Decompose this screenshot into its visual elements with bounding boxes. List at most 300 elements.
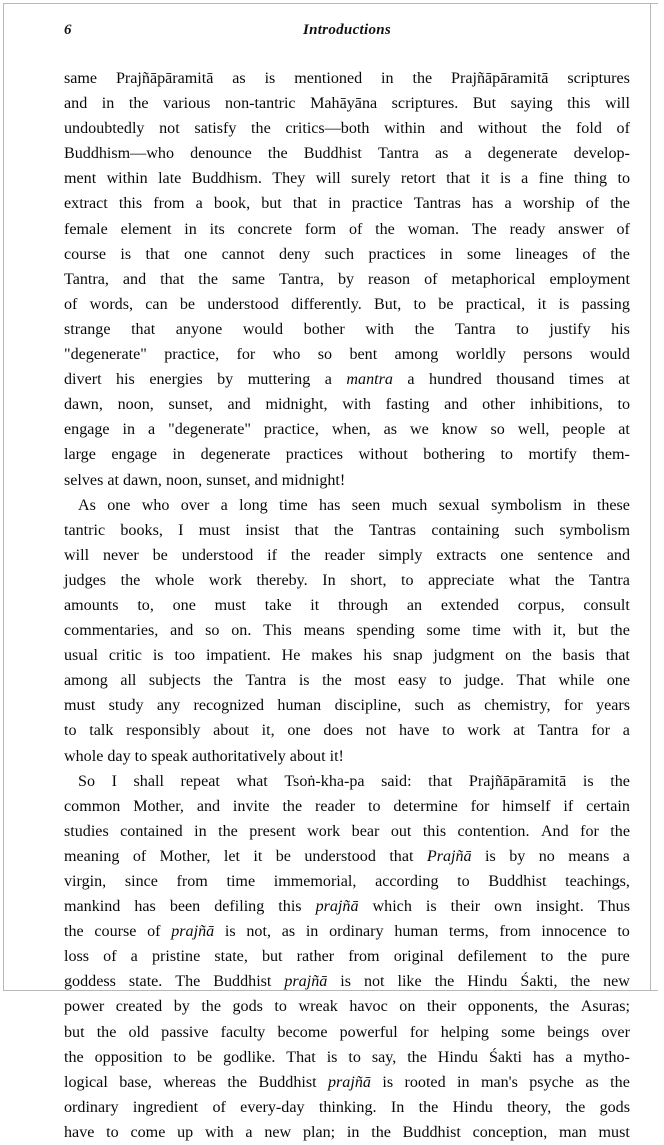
text-word: come: [130, 1123, 166, 1141]
text-word: the: [532, 647, 552, 665]
text-word: bear: [351, 822, 380, 840]
text-word: wreak: [298, 998, 338, 1016]
text-line: [64, 668, 630, 693]
text-word: of: [585, 195, 600, 213]
text-word: reader: [324, 546, 365, 564]
text-word: conception,: [472, 1123, 548, 1141]
text-word: the: [198, 270, 218, 288]
text-word: as: [281, 923, 296, 941]
text-word: base,: [119, 1073, 152, 1091]
text-word: recognized: [193, 697, 265, 715]
text-word: like: [397, 973, 422, 991]
text-word: is: [120, 245, 132, 263]
text-line: [64, 1020, 630, 1045]
text-word: Prajñāpāramitā: [451, 70, 549, 87]
text-line: [64, 643, 630, 668]
text-word: psyche: [529, 1073, 574, 1091]
text-word: dawn,: [123, 471, 162, 489]
text-word: much: [391, 496, 428, 514]
text-word: if: [267, 546, 277, 564]
text-word: the: [414, 320, 435, 338]
text-word: justify: [549, 320, 591, 338]
text-line: [64, 969, 630, 994]
text-word: Buddhism.: [191, 170, 262, 188]
text-word: a: [220, 496, 228, 514]
text-word: The: [175, 973, 201, 991]
text-word: in: [101, 95, 115, 113]
text-word: such: [514, 521, 545, 539]
text-word: judgment: [433, 647, 495, 665]
text-word: non-tantric: [224, 95, 296, 113]
text-word: judges: [64, 571, 107, 589]
text-word: in: [440, 245, 453, 263]
justified-line: [64, 593, 630, 618]
text-word: authoritatively: [191, 747, 286, 765]
text-word: Thus: [597, 898, 630, 916]
text-word: woman.: [407, 220, 459, 238]
text-word: of: [424, 270, 438, 288]
page-edge-right: [650, 3, 651, 991]
text-word: if: [563, 797, 574, 815]
text-word: noon,: [165, 471, 203, 489]
text-word: thereby.: [256, 571, 308, 589]
text-word: pristine: [151, 948, 201, 966]
text-word: In: [390, 1098, 405, 1116]
running-head: [64, 22, 630, 42]
text-word: muttering: [247, 371, 311, 389]
text-word: not,: [246, 923, 271, 941]
text-word: know: [441, 421, 478, 439]
text-word: contained: [120, 822, 183, 840]
justified-line: [64, 317, 630, 342]
text-word: the: [371, 1123, 391, 1141]
text-word: his: [611, 320, 630, 338]
text-word: been: [169, 898, 201, 916]
text-word: ment: [64, 170, 97, 188]
text-word: innocence: [541, 923, 607, 941]
text-word: opponents,: [467, 998, 539, 1016]
text-word: can: [145, 295, 168, 313]
text-word: practices: [368, 245, 426, 263]
text-word: to: [516, 320, 529, 338]
text-word: that: [428, 772, 453, 790]
text-word: such: [414, 697, 445, 715]
text-word: develop-: [573, 145, 630, 163]
text-word: one: [172, 596, 196, 614]
text-word: the: [375, 220, 395, 238]
text-word: chemistry,: [484, 697, 551, 715]
text-word: immemorial,: [273, 873, 357, 890]
text-word: Buddhist: [488, 873, 547, 890]
justified-line: [64, 819, 630, 844]
justified-line: [64, 919, 630, 944]
justified-line: [64, 518, 630, 543]
text-line: [64, 417, 630, 442]
text-line: [64, 568, 630, 593]
text-word: of: [132, 847, 147, 865]
text-word: since: [124, 873, 158, 890]
text-word: own: [494, 898, 522, 916]
text-word: has: [318, 496, 341, 514]
text-word: no: [538, 847, 555, 865]
text-word: Hindu: [437, 1048, 479, 1066]
text-word: their: [450, 898, 481, 916]
text-word: but: [64, 1023, 85, 1041]
text-word: ingredient: [132, 1098, 199, 1116]
text-word: among: [64, 672, 108, 690]
text-line: [64, 91, 630, 116]
justified-line: [64, 1095, 630, 1120]
text-word: book,: [213, 195, 251, 213]
text-word: from: [499, 923, 531, 941]
text-word: divert: [64, 371, 102, 389]
text-word: will: [315, 170, 341, 188]
text-word: words,: [89, 295, 134, 313]
text-word: a: [565, 1048, 573, 1066]
text-word: say,: [371, 1048, 397, 1066]
text-word: Buddhist: [303, 145, 362, 163]
text-word: is: [264, 70, 276, 87]
text-word: from: [176, 873, 208, 890]
justified-line: [64, 116, 630, 141]
text-word: sexual: [438, 496, 480, 514]
text-word: the: [570, 973, 591, 991]
text-word: the: [412, 70, 433, 87]
text-word: surely: [351, 170, 391, 188]
text-word: to: [500, 446, 513, 464]
text-word: has: [471, 195, 494, 213]
justified-line: [64, 442, 630, 467]
text-word: determine: [393, 797, 458, 815]
text-word: Tsoṅ-kha-pa: [284, 772, 365, 790]
text-word: discipline,: [334, 697, 402, 715]
text-word: As: [78, 496, 96, 514]
text-word: and: [64, 95, 88, 113]
text-word: from: [153, 195, 185, 213]
text-word: the: [267, 145, 288, 163]
text-word: over: [601, 1023, 630, 1041]
text-word: to: [439, 672, 452, 690]
text-word: reason: [368, 270, 411, 288]
justified-line: [64, 643, 630, 668]
text-line: [64, 618, 630, 643]
text-word: with: [205, 1123, 234, 1141]
justified-line: [64, 693, 630, 718]
page-content-area: [4, 4, 650, 1141]
text-word: a: [324, 371, 332, 389]
text-word: element: [120, 220, 172, 238]
text-word: as: [383, 421, 398, 439]
text-word: is: [224, 923, 236, 941]
text-word: Tantra: [245, 672, 287, 690]
text-line: [64, 367, 630, 392]
text-line: [64, 919, 630, 944]
text-word: degenerate: [200, 446, 271, 464]
text-word: on: [399, 998, 416, 1016]
text-word: the: [407, 1048, 427, 1066]
text-word: well,: [517, 421, 550, 439]
text-word: [171, 919, 214, 944]
text-word: and: [254, 471, 278, 489]
text-word: and: [170, 622, 194, 640]
text-word: midnight!: [281, 471, 346, 489]
text-word: invite: [232, 797, 270, 815]
text-word: any: [156, 697, 181, 715]
text-line: [64, 718, 630, 743]
text-word: Prajñāpāramitā: [468, 772, 567, 790]
text-word: in: [457, 1073, 470, 1091]
text-line: [64, 844, 630, 869]
text-word: one: [184, 245, 208, 263]
text-word: time: [472, 622, 501, 640]
text-word: Tantras: [413, 195, 461, 213]
text-word: is: [326, 1048, 338, 1066]
text-word: so: [317, 346, 333, 364]
text-word: to: [173, 1048, 187, 1066]
text-word: is: [340, 973, 351, 991]
text-word: extended: [440, 596, 499, 614]
text-line: [64, 819, 630, 844]
text-word: is: [425, 898, 437, 916]
text-word: one: [287, 722, 311, 740]
text-word: is: [152, 647, 164, 665]
text-word: that: [605, 647, 630, 665]
text-line: [64, 543, 630, 568]
text-word: state.: [128, 973, 163, 991]
text-word: critic: [108, 647, 142, 665]
justified-line: [64, 894, 630, 919]
text-word: it: [310, 596, 320, 614]
text-word: the: [610, 822, 630, 840]
text-word: the: [251, 120, 271, 138]
text-line: [64, 468, 630, 493]
text-word: But,: [373, 295, 402, 313]
text-word: by: [217, 371, 234, 389]
text-word: bothering: [423, 446, 485, 464]
text-word: be: [275, 847, 291, 865]
text-word: work: [307, 822, 341, 840]
text-word: a: [464, 145, 472, 163]
text-word: people: [562, 421, 606, 439]
text-line: [64, 794, 630, 819]
text-word: the: [322, 672, 342, 690]
text-word: [316, 894, 359, 919]
text-word: state,: [214, 948, 248, 966]
text-word: sunset,: [206, 471, 251, 489]
text-word: strange: [64, 320, 111, 338]
text-word: mytho-: [583, 1048, 630, 1066]
text-word: day: [107, 747, 131, 765]
text-word: must: [598, 1123, 630, 1141]
text-word: that: [446, 170, 471, 188]
italic-term: prajñā: [328, 1073, 371, 1091]
text-word: speak: [151, 747, 188, 765]
justified-line: [64, 66, 630, 91]
text-word: pure: [601, 948, 630, 966]
text-word: the: [567, 948, 588, 966]
text-word: reader: [314, 797, 356, 815]
text-word: must: [198, 521, 231, 539]
justified-line: [64, 267, 630, 292]
text-word: studies: [64, 822, 109, 840]
text-word: He: [281, 647, 301, 665]
text-line: [64, 342, 630, 367]
text-word: as: [434, 145, 449, 163]
text-word: has: [134, 898, 156, 916]
text-word: makes: [311, 647, 353, 665]
text-word: old: [128, 1023, 150, 1041]
text-word: denounce: [190, 145, 252, 163]
text-word: same: [64, 70, 98, 87]
text-word: at: [618, 371, 630, 389]
text-word: not: [159, 120, 180, 138]
text-word: for: [580, 822, 599, 840]
text-word: years: [596, 697, 630, 715]
text-word: which: [372, 898, 412, 916]
text-word: basis: [562, 647, 595, 665]
text-word: as: [232, 70, 246, 87]
text-word: a: [521, 170, 529, 188]
text-word: to: [368, 797, 381, 815]
text-word: and: [606, 546, 630, 564]
text-word: thousand: [496, 371, 555, 389]
text-line: [64, 1095, 630, 1120]
text-word: course: [64, 245, 107, 263]
text-line: [64, 317, 630, 342]
text-word: so: [490, 421, 505, 439]
text-word: about: [289, 747, 326, 765]
text-word: consult: [583, 596, 630, 614]
text-word: practical,: [465, 295, 526, 313]
text-word: some: [426, 622, 461, 640]
text-word: it: [480, 170, 490, 188]
text-line: [64, 894, 630, 919]
justified-line: [64, 869, 630, 894]
text-word: the: [227, 1073, 248, 1091]
text-word: the: [128, 95, 149, 113]
text-word: corpus,: [517, 596, 565, 614]
text-word: the: [290, 546, 311, 564]
text-word: That: [286, 1048, 316, 1066]
text-word: let: [223, 847, 240, 865]
text-word: form: [304, 220, 337, 238]
text-word: has: [532, 1048, 555, 1066]
text-line: [64, 116, 630, 141]
text-word: repeat: [180, 772, 220, 790]
text-word: of: [348, 220, 363, 238]
text-word: would: [242, 320, 284, 338]
text-word: The: [471, 220, 497, 238]
text-word: to: [617, 396, 630, 414]
italic-term: prajñā: [284, 973, 328, 991]
text-word: within: [384, 120, 426, 138]
text-word: judge.: [464, 672, 504, 690]
text-word: [346, 367, 393, 392]
text-word: amounts: [64, 596, 119, 614]
text-word: to: [617, 170, 630, 188]
page-number: 6: [64, 22, 72, 38]
text-word: and: [196, 797, 221, 815]
text-word: what: [508, 571, 541, 589]
text-word: the: [434, 973, 455, 991]
text-word: I: [111, 772, 117, 790]
text-word: a: [504, 195, 512, 213]
text-word: that: [160, 270, 185, 288]
justified-line: [64, 242, 630, 267]
text-word: without: [477, 120, 527, 138]
text-word: to: [134, 747, 148, 765]
text-word: critics—both: [285, 120, 370, 138]
text-word: and: [439, 120, 464, 138]
text-word: of: [212, 1098, 226, 1116]
text-word: selves: [64, 471, 104, 489]
text-word: whereas: [163, 1073, 216, 1091]
text-word: on: [505, 647, 522, 665]
text-word: symbolism: [491, 496, 562, 514]
text-word: same: [231, 270, 266, 288]
text-line: [64, 1120, 630, 1145]
text-word: gods: [599, 1098, 630, 1116]
text-word: metaphorical: [451, 270, 536, 288]
text-word: to: [274, 998, 287, 1016]
text-word: become: [277, 1023, 328, 1041]
text-word: Buddhism—who: [64, 145, 174, 163]
text-word: practice,: [164, 346, 220, 364]
text-word: Hindu: [452, 1098, 493, 1116]
text-word: but: [261, 948, 283, 966]
text-word: in: [381, 70, 394, 87]
text-word: among: [394, 346, 439, 364]
text-word: have: [64, 1123, 95, 1141]
text-word: power: [64, 998, 105, 1016]
text-word: take: [264, 596, 292, 614]
text-word: [284, 969, 327, 994]
text-line: [64, 267, 630, 292]
text-word: the: [213, 672, 233, 690]
text-word: books,: [120, 521, 163, 539]
text-word: mentioned: [294, 70, 363, 87]
italic-term: prajñā: [315, 898, 359, 916]
text-word: Śakti: [488, 1048, 523, 1066]
text-word: Tantra,: [279, 270, 324, 288]
justified-line: [64, 618, 630, 643]
justified-line: [64, 844, 630, 869]
text-word: That: [516, 672, 546, 690]
text-word: their: [426, 998, 457, 1016]
justified-line: [78, 769, 630, 794]
text-word: fasting: [385, 396, 430, 414]
text-word: for: [236, 346, 256, 364]
text-word: to: [106, 1123, 119, 1141]
justified-line: [64, 718, 630, 743]
text-word: will: [604, 95, 630, 113]
text-word: insight.: [535, 898, 584, 916]
text-word: to: [540, 948, 554, 966]
text-word: man's: [480, 1073, 518, 1091]
text-word: of: [616, 220, 630, 238]
text-word: when,: [331, 421, 371, 439]
text-word: be: [179, 295, 196, 313]
text-word: understood: [181, 546, 254, 564]
text-word: Mother,: [133, 797, 184, 815]
text-word: the: [610, 195, 630, 213]
text-line: [64, 166, 630, 191]
text-word: not: [363, 973, 385, 991]
text-word: will: [64, 546, 90, 564]
text-word: be: [196, 1048, 213, 1066]
text-word: seen: [351, 496, 381, 514]
text-word: the: [120, 571, 141, 589]
